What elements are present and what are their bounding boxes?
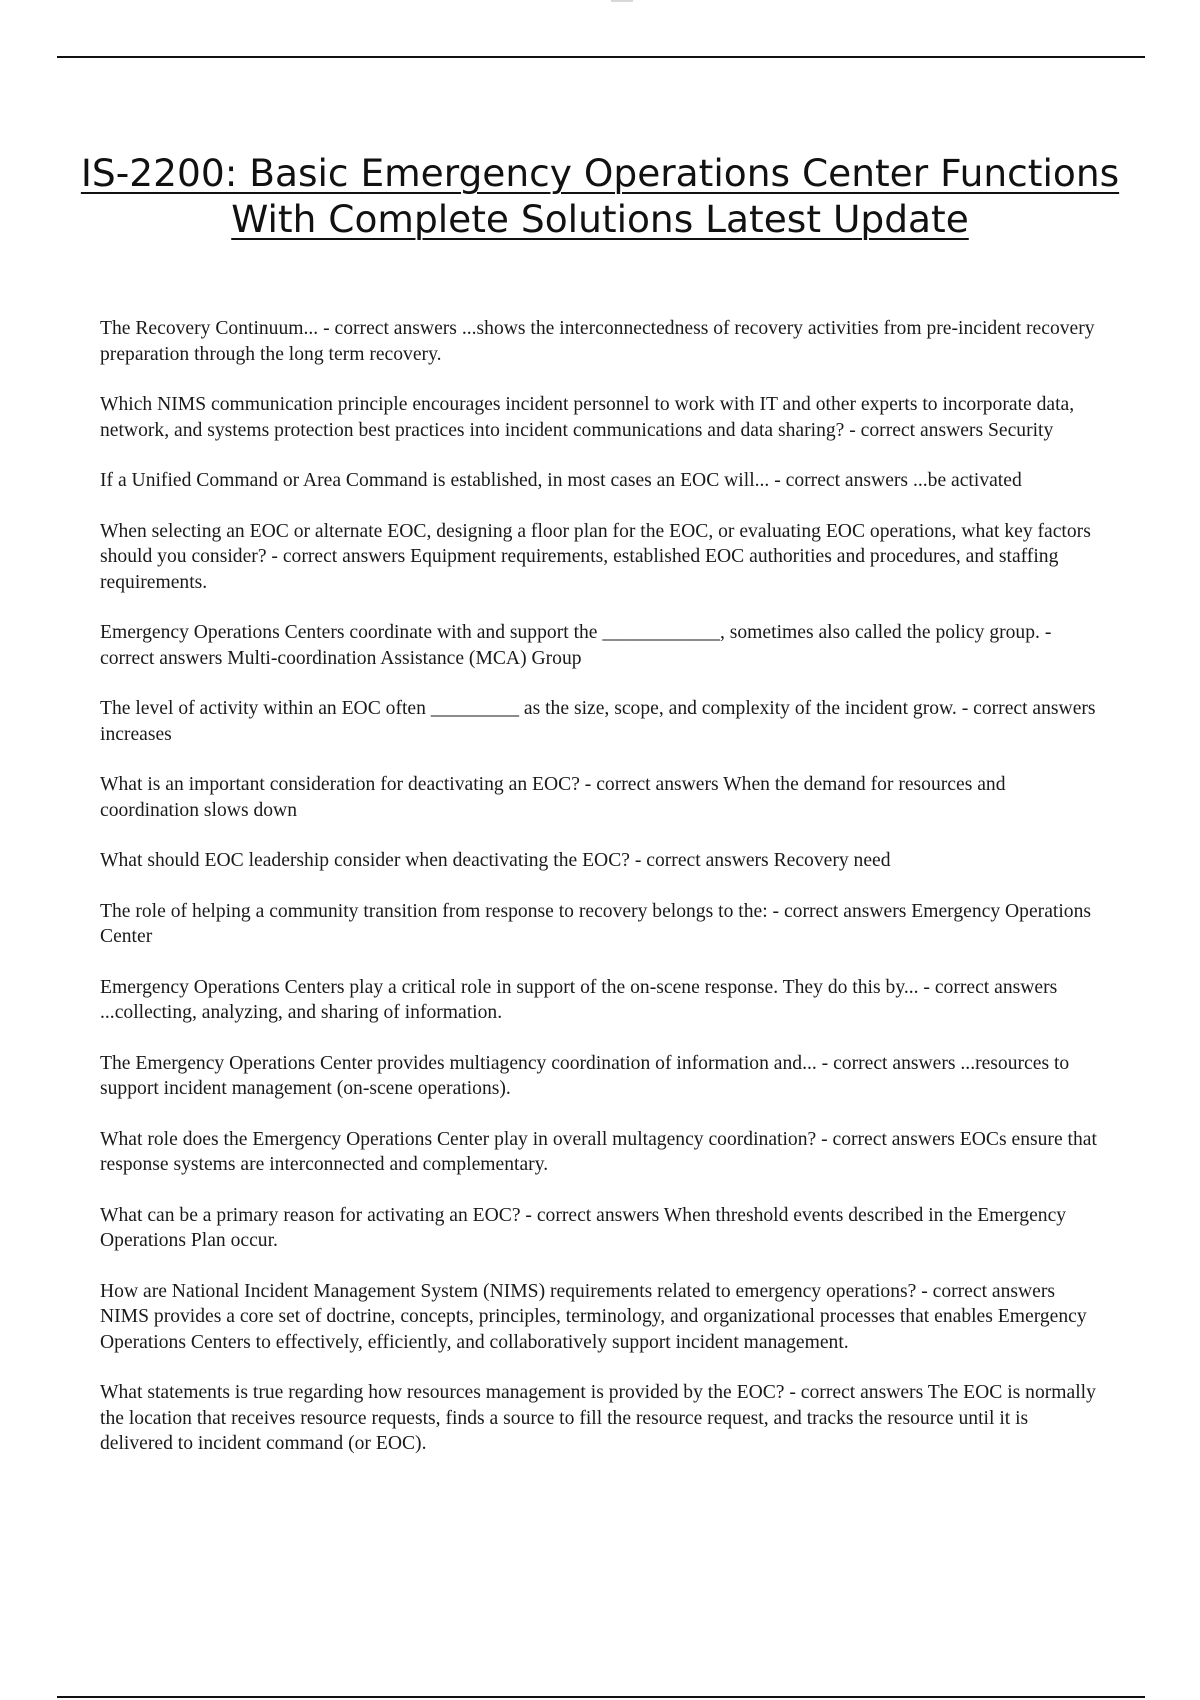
qa-entry: The role of helping a community transition from response to recovery belongs to the: - correct answers Emergency Operations Center xyxy=(100,900,1091,947)
qa-entry: If a Unified Command or Area Command is established, in most cases an EOC will... - correct answers ...be activated xyxy=(100,470,1022,491)
qa-entry: What role does the Emergency Operations Center play in overall multagency coordination? - correct answers EOCs ensure that response systems are interconnected and complementary. xyxy=(100,1128,1097,1175)
qa-entry: What should EOC leadership consider when deactivating the EOC? - correct answers Recovery need xyxy=(100,850,891,871)
qa-entry: Emergency Operations Centers coordinate with and support the ____________, sometimes also called the policy group. - correct answers Multi-coordination Assistance (MCA) Group xyxy=(100,622,1052,669)
qa-entry: What is an important consideration for deactivating an EOC? - correct answers When the demand for resources and coordination slows down xyxy=(100,774,1006,821)
qa-entry: What statements is true regarding how resources management is provided by the EOC? - correct answers The EOC is normally the location that receives resource requests, finds a source to fill the resource request, and tracks the resource until it is delivered to incident command (or EOC). xyxy=(100,1382,1096,1454)
header-rule xyxy=(57,56,1145,58)
qa-entry: The level of activity within an EOC often _________ as the size, scope, and complexity of the incident grow. - correct answers increases xyxy=(100,698,1096,745)
document-title: IS-2200: Basic Emergency Operations Center Functions With Complete Solutions Latest Update xyxy=(80,151,1120,241)
qa-entry: How are National Incident Management System (NIMS) requirements related to emergency operations? - correct answers NIMS provides a core set of doctrine, concepts, principles, terminology, and organizational processes that enables Emergency Operations Centers to effectively, efficiently, and collaboratively support incident management. xyxy=(100,1280,1087,1353)
qa-entry: The Emergency Operations Center provides multiagency coordination of information and... - correct answers ...resources to support incident management (on-scene operations). xyxy=(100,1052,1070,1099)
qa-entry: When selecting an EOC or alternate EOC, designing a floor plan for the EOC, or evaluating EOC operations, what key factors should you consider? - correct answers Equipment requirements, established EOC authorities and procedures, and staffing requirements. xyxy=(100,520,1091,593)
qa-entry: The Recovery Continuum... - correct answers ...shows the interconnectedness of recovery activities from pre-incident recovery preparation through the long term recovery. xyxy=(100,318,1095,365)
footer-rule xyxy=(57,1696,1145,1698)
qa-list xyxy=(100,316,1100,1482)
qa-entry: Which NIMS communication principle encourages incident personnel to work with IT and other experts to incorporate data, network, and systems protection best practices into incident communications and data sharing? - correct answers Security xyxy=(100,394,1075,441)
page-top-mark xyxy=(611,0,633,2)
qa-entry: Emergency Operations Centers play a critical role in support of the on-scene response. They do this by... - correct answers ...collecting, analyzing, and sharing of information. xyxy=(100,976,1058,1023)
qa-entry: What can be a primary reason for activating an EOC? - correct answers When threshold events described in the Emergency Operations Plan occur. xyxy=(100,1204,1067,1251)
